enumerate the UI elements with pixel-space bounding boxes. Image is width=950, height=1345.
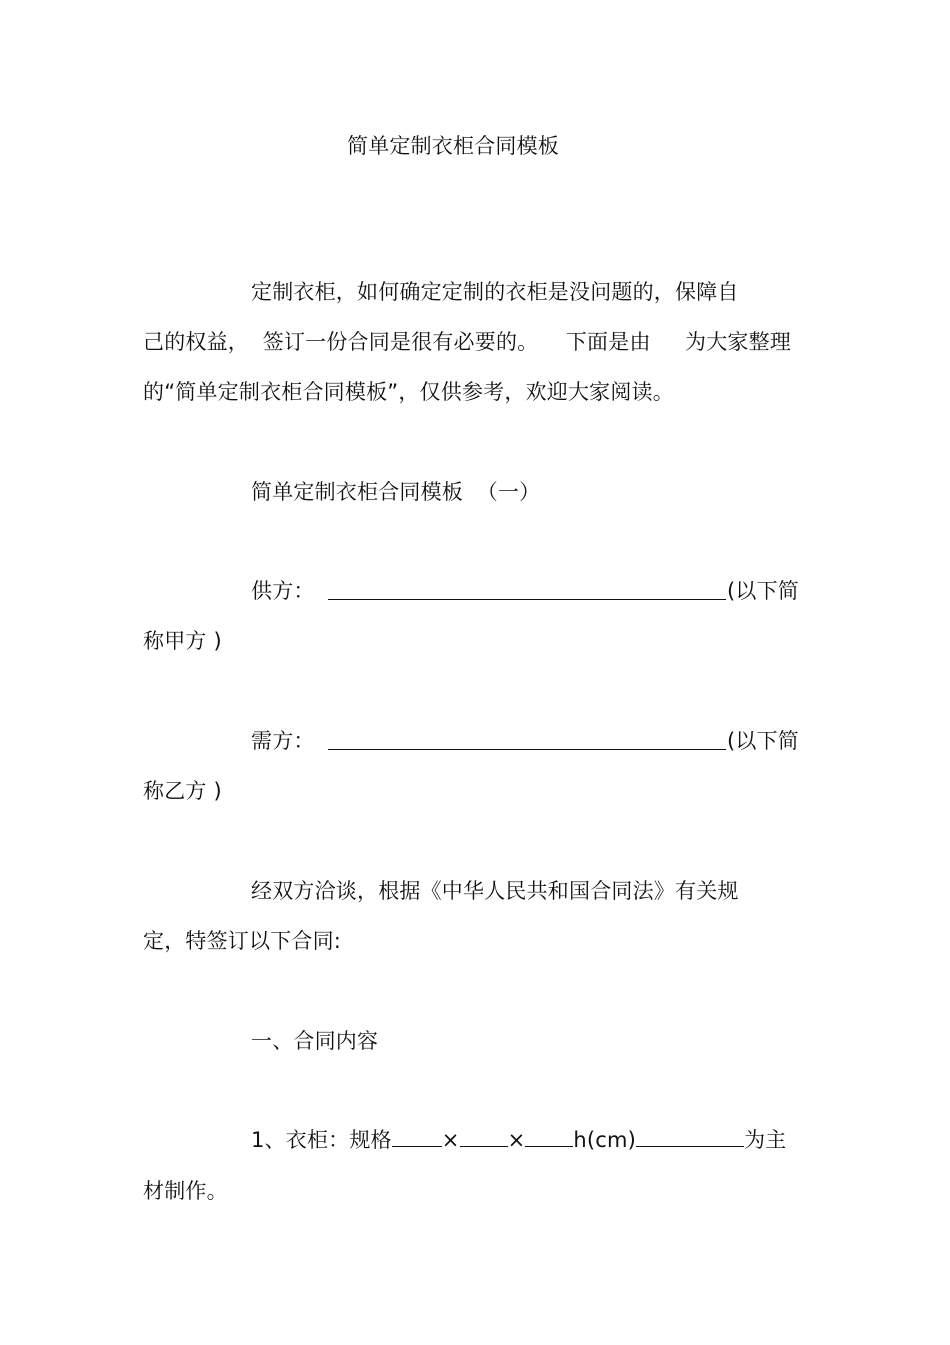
item-1-prefix: 1、衣柜：规格: [251, 1128, 392, 1152]
buyer-suffix: (以下简: [727, 729, 799, 753]
material-blank: [636, 1125, 744, 1147]
intro-line-1: 定制衣柜，如何确定定制的衣柜是没问题的，保障自: [251, 280, 739, 304]
supplier-blank-line: [328, 599, 726, 600]
depth-blank: [460, 1125, 508, 1147]
supplier-suffix: (以下简: [727, 579, 799, 603]
unit-label: h(cm): [573, 1128, 637, 1152]
negotiation-line-1: 经双方洽谈，根据《中华人民共和国合同法》有关规: [251, 879, 739, 903]
times-sign: ×: [441, 1128, 460, 1152]
times-sign: ×: [507, 1128, 526, 1152]
buyer-continuation: 称乙方 ): [143, 779, 222, 803]
negotiation-line-2: 定，特签订以下合同:: [143, 929, 342, 953]
section-heading: 简单定制衣柜合同模板 （一）: [251, 480, 541, 504]
intro-line-2: 己的权益， 签订一份合同是很有必要的。 下面是由 为大家整理: [143, 330, 792, 354]
buyer-label: 需方：: [251, 729, 315, 753]
intro-line-3: 的“简单定制衣柜合同模板”，仅供参考，欢迎大家阅读。: [143, 380, 674, 404]
document-title: 简单定制衣柜合同模板: [347, 134, 559, 158]
buyer-blank-line: [328, 749, 726, 750]
width-blank: [392, 1125, 442, 1147]
supplier-label: 供方：: [251, 579, 315, 603]
height-blank: [525, 1125, 573, 1147]
item-1-line-1: [251, 1125, 786, 1155]
item-1-suffix: 为主: [744, 1128, 787, 1152]
item-1-continuation: 材制作。: [143, 1179, 228, 1203]
clause-heading: 一、合同内容: [251, 1029, 379, 1053]
supplier-continuation: 称甲方 ): [143, 629, 222, 653]
